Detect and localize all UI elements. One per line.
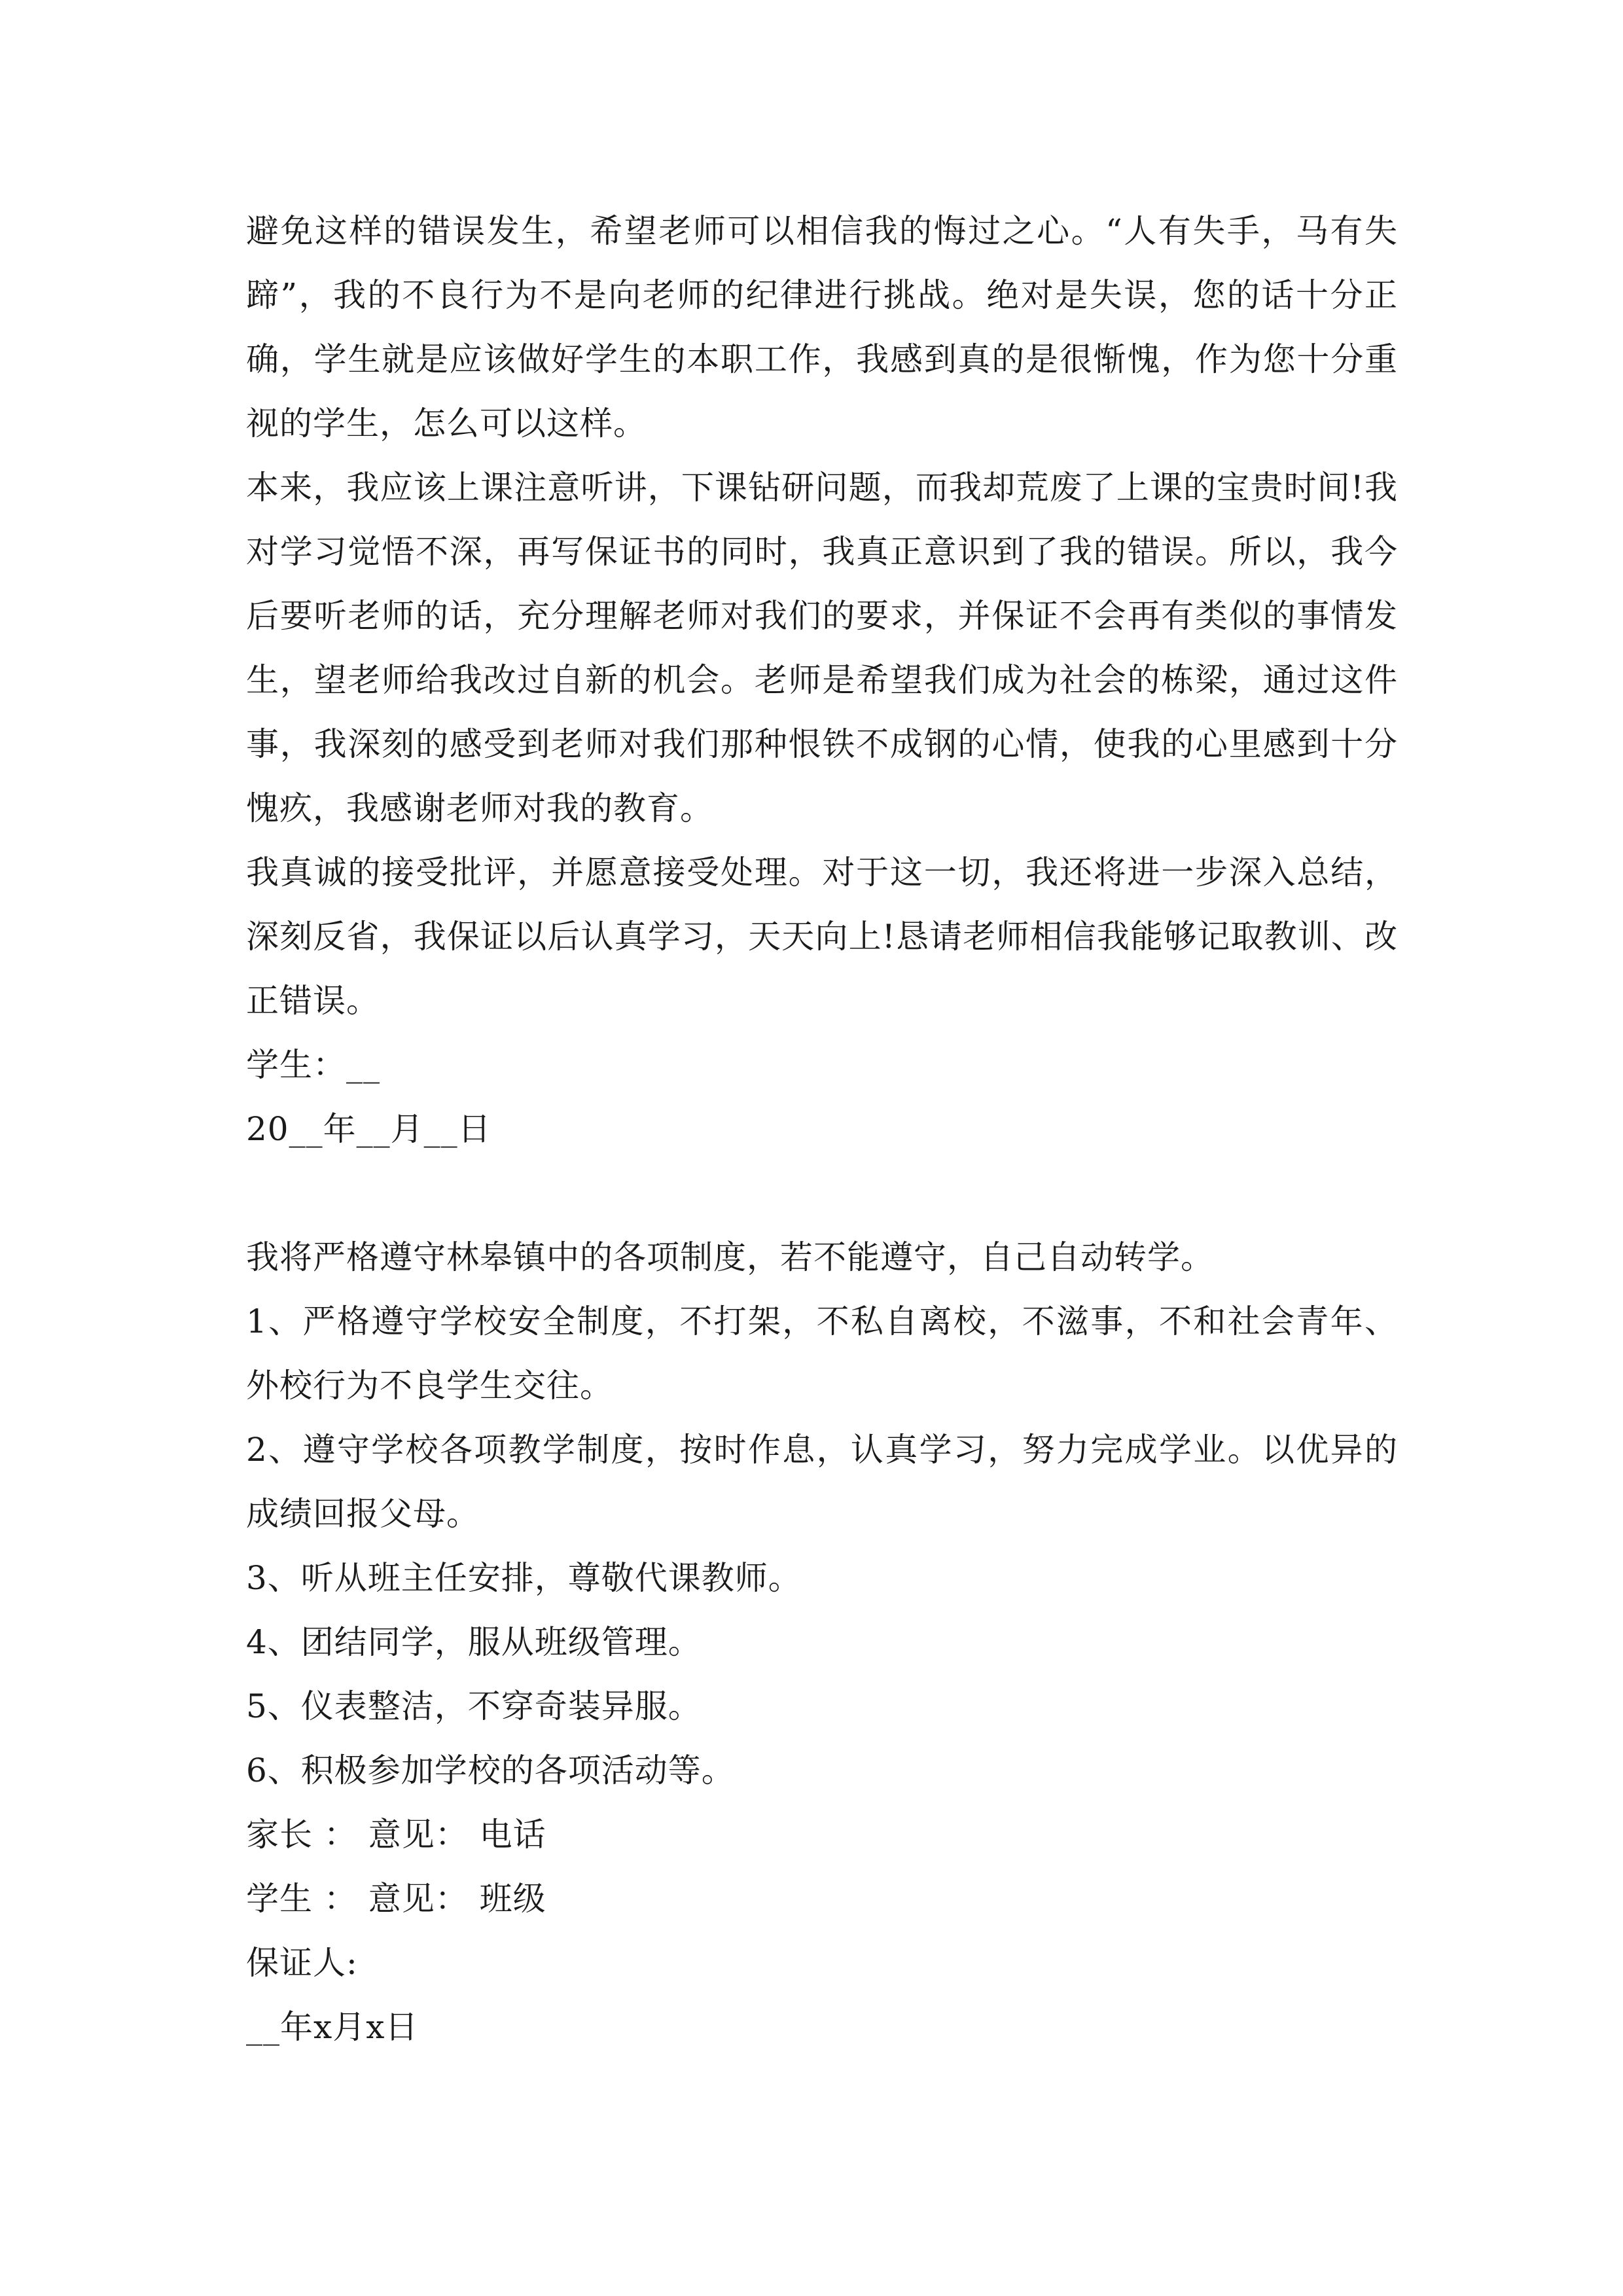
student-opinion-line: 学生 ： 意见： 班级 [246, 1880, 546, 1918]
section-gap [246, 1161, 1398, 1225]
paragraph-3: 我真诚的接受批评，并愿意接受处理。对于这一切，我还将进一步深入总结，深刻反省，我保证以后认真学习，天天向上!恳请老师相信我能够记取教训、改正错误。 [246, 853, 1398, 1020]
student-signature: 学生：__ [246, 1046, 380, 1084]
rule-item-5: 5、仪表整洁，不穿奇装异服。 [246, 1687, 702, 1725]
rule-item-2: 2、遵守学校各项教学制度，按时作息，认真学习，努力完成学业。以优异的成绩回报父母。 [246, 1431, 1398, 1533]
paragraph-1: 避免这样的错误发生，希望老师可以相信我的悔过之心。“人有失手，马有失蹄”，我的不良行为不是向老师的纪律进行挑战。绝对是失误，您的话十分正确，学生就是应该做好学生的本职工作，我感到真的是很惭愧，作为您十分重视的学生，怎么可以这样。 [246, 212, 1398, 442]
rule-item-6: 6、积极参加学校的各项活动等。 [246, 1751, 735, 1789]
signature-date: 20__年__月__日 [246, 1110, 491, 1148]
document-body [246, 199, 1398, 2059]
guarantor-label: 保证人: [246, 1944, 358, 1982]
rule-item-3: 3、听从班主任安排，尊敬代课教师。 [246, 1559, 802, 1597]
rules-intro: 我将严格遵守林皋镇中的各项制度，若不能遵守，自己自动转学。 [246, 1238, 1214, 1276]
paragraph-2: 本来，我应该上课注意听讲，下课钻研问题，而我却荒废了上课的宝贵时间!我对学习觉悟不深，再写保证书的同时，我真正意识到了我的错误。所以，我今后要听老师的话，充分理解老师对我们的要求，并保证不会再有类似的事情发生，望老师给我改过自新的机会。老师是希望我们成为社会的栋梁，通过这件事，我深刻的感受到老师对我们那种恨铁不成钢的心情，使我的心里感到十分愧疚，我感谢老师对我的教育。 [246, 469, 1398, 827]
guarantee-date: __年x月x日 [246, 2008, 419, 2046]
rule-item-4: 4、团结同学，服从班级管理。 [246, 1623, 702, 1661]
rule-item-1: 1、严格遵守学校安全制度，不打架，不私自离校，不滋事，不和社会青年、外校行为不良学生交往。 [246, 1302, 1398, 1405]
parent-opinion-line: 家长 ： 意见： 电话 [246, 1816, 546, 1854]
